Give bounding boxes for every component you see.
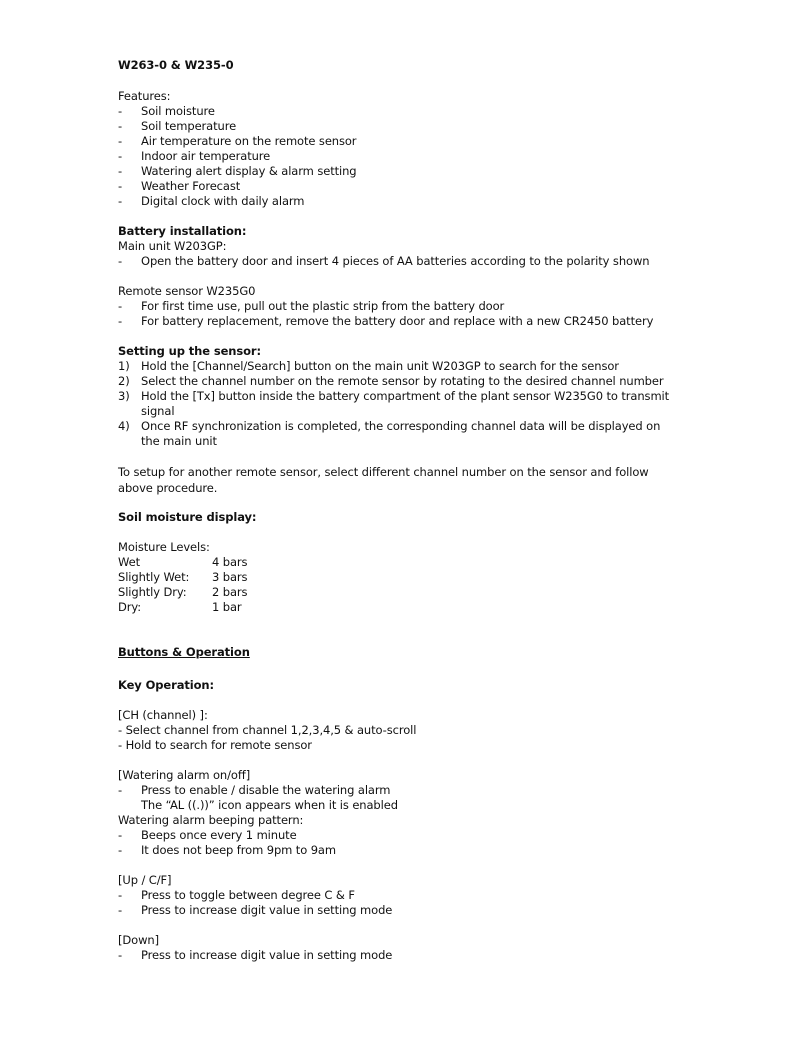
watering-alarm-label: [Watering alarm on/off] <box>118 768 251 782</box>
list-marker: - <box>118 134 123 148</box>
list-marker: - <box>118 179 123 193</box>
battery-heading: Battery installation: <box>118 224 247 238</box>
list-item: - Press to increase digit value in setting mode <box>118 948 393 962</box>
document-title: W263-0 & W235-0 <box>118 58 234 72</box>
list-item: - For first time use, pull out the plastic strip from the battery door <box>118 299 505 313</box>
up-cf-button-label: [Up / C/F] <box>118 873 172 887</box>
list-item: - Press to enable / disable the watering alarm <box>118 783 391 797</box>
list-marker: - <box>118 104 123 118</box>
list-item: - For battery replacement, remove the battery door and replace with a new CR2450 battery <box>118 314 654 328</box>
features-list <box>118 104 698 209</box>
list-item: - Soil temperature <box>118 119 237 133</box>
remote-sensor-label: Remote sensor W235G0 <box>118 284 256 298</box>
list-item: - Weather Forecast <box>118 179 241 193</box>
list-item: - Beeps once every 1 minute <box>118 828 297 842</box>
list-item: 1) Hold the [Channel/Search] button on the main unit W203GP to search for the sensor <box>118 359 619 373</box>
list-item: - Hold to search for remote sensor <box>118 738 312 752</box>
list-marker: - <box>118 783 123 797</box>
list-item: - Soil moisture <box>118 104 215 118</box>
list-item: - It does not beep from 9pm to 9am <box>118 843 336 857</box>
moisture-levels-table <box>118 555 698 615</box>
list-item: 4) Once RF synchronization is completed, the corresponding channel data will be displayed on <box>118 419 661 433</box>
list-item: - Press to increase digit value in setting mode <box>118 903 393 917</box>
list-item: - Air temperature on the remote sensor <box>118 134 357 148</box>
table-row: Slightly Dry: 2 bars <box>118 585 248 599</box>
list-marker: - <box>118 903 123 917</box>
list-marker: - <box>118 164 123 178</box>
list-item: 3) Hold the [Tx] button inside the battery compartment of the plant sensor W235G0 to transmit <box>118 389 670 403</box>
moisture-levels-label: Moisture Levels: <box>118 540 210 554</box>
setup-steps-list <box>118 359 698 449</box>
table-row: Dry: 1 bar <box>118 600 242 614</box>
list-marker: - <box>118 254 123 268</box>
list-marker: - <box>118 843 123 857</box>
features-heading: Features: <box>118 89 171 103</box>
list-marker: - <box>118 314 123 328</box>
list-item: - Digital clock with daily alarm <box>118 194 305 208</box>
list-item: - Select channel from channel 1,2,3,4,5 & auto-scroll <box>118 723 417 737</box>
list-marker: 3) <box>118 389 130 403</box>
key-operation-heading: Key Operation: <box>118 678 214 692</box>
list-marker: 2) <box>118 374 130 388</box>
list-item: 2) Select the channel number on the remote sensor by rotating to the desired channel number <box>118 374 664 388</box>
setup-note: To setup for another remote sensor, select different channel number on the sensor and follow above procedure. <box>118 465 649 495</box>
list-item-continuation: the main unit <box>141 434 217 448</box>
list-item: - Watering alert display & alarm setting <box>118 164 357 178</box>
list-marker: - <box>118 828 123 842</box>
table-row: Wet 4 bars <box>118 555 248 569</box>
beeping-pattern-label: Watering alarm beeping pattern: <box>118 813 304 827</box>
list-marker: 1) <box>118 359 130 373</box>
list-item: - Open the battery door and insert 4 pieces of AA batteries according to the polarity shown <box>118 254 650 268</box>
main-unit-label: Main unit W203GP: <box>118 239 227 253</box>
list-item: - Press to toggle between degree C & F <box>118 888 355 902</box>
setup-heading: Setting up the sensor: <box>118 344 261 358</box>
document-page <box>118 57 698 963</box>
table-row: Slightly Wet: 3 bars <box>118 570 248 584</box>
list-marker: - <box>118 299 123 313</box>
list-item: - Indoor air temperature <box>118 149 271 163</box>
ch-button-label: [CH (channel) ]: <box>118 708 208 722</box>
list-item-continuation: The “AL ((.))” icon appears when it is enabled <box>141 798 398 812</box>
down-button-label: [Down] <box>118 933 159 947</box>
list-marker: - <box>118 194 123 208</box>
list-marker: - <box>118 119 123 133</box>
list-marker: - <box>118 149 123 163</box>
soil-moisture-heading: Soil moisture display: <box>118 510 257 524</box>
list-marker: - <box>118 888 123 902</box>
buttons-operation-heading: Buttons & Operation <box>118 645 250 659</box>
list-marker: - <box>118 948 123 962</box>
list-marker: 4) <box>118 419 130 433</box>
list-item-continuation: signal <box>141 404 175 418</box>
